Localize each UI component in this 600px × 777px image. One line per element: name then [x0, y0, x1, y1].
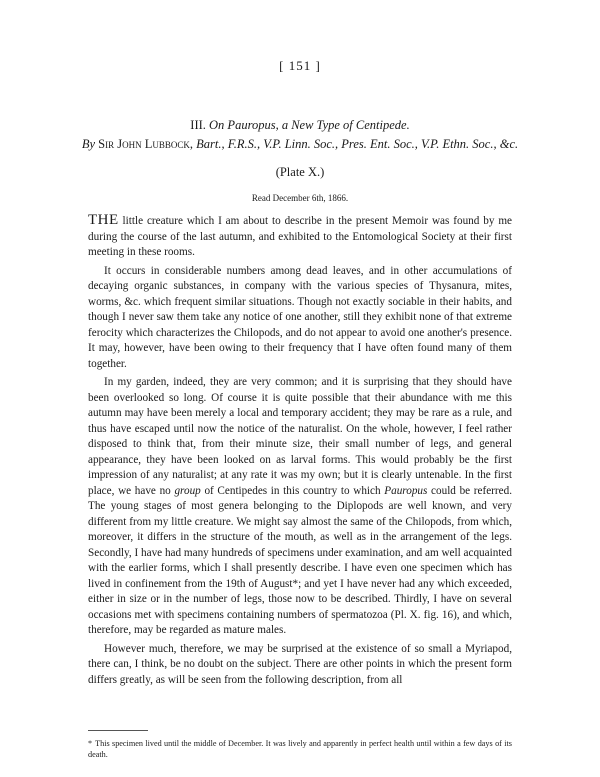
paragraph-3-text-a: In my garden, indeed, they are very common; and it is surprising that they should have been overlooked so long. Of course it is quite possible that their abundance with me this autumn may have been merely a local and temporary accident; they may be rare as a rule, and thus have escaped until now the notice of the naturalist. On the whole, however, I feel rather disposed to think that, from their minute size, their small number of legs, and general appearance, they have been looked on as larval forms. This would probably be the first impression of any naturalist; at any rate it was my own; but it is clearly untenable. In the first place, we have no	[88, 376, 512, 497]
byline-author: Sir John Lubbock,	[98, 137, 194, 151]
paragraph-3-italic-group: group	[174, 484, 201, 497]
paragraph-1	[88, 213, 512, 261]
page-number: [ 151 ]	[279, 58, 321, 73]
paragraph-3-text-b: of Centipedes in this country to which	[200, 484, 385, 497]
footnote	[88, 738, 512, 760]
byline	[60, 137, 540, 152]
paragraph-3-text-c: could be referred. The young stages of most genera belonging to the Diplopods are well known, and very different from my little creature. We might say almost the same of the Chilopods, from which, moreover, it differs in the structure of the mouth, as well as in the arrangement of the legs. Secondly, I have had many hundreds of specimens under examination, and am well acquainted with the earlier forms, which I shall presently describe. I have even one specimen which has lived in confinement from the 19th of August*; and yet I have never had any which exceeded, either in size or in the number of legs, those now to be described. Thirdly, I have on several occasions met with specimens containing numbers of spermatozoa (Pl. X. fig. 16), and which, therefore, may be regarded as mature males.	[88, 484, 512, 636]
footnote-mark: *	[88, 739, 93, 748]
footnote-text: This specimen lived until the middle of December. It was lively and apparently in perfect health until within a few days of its death.	[88, 739, 512, 759]
paragraph-4: However much, therefore, we may be surprised at the existence of so small a Myriapod, there can, I think, be no doubt on the subject. There are other points in which the present form differs greatly, as will be seen from the following description, from all	[88, 642, 512, 686]
drop-cap: THE	[88, 212, 119, 228]
paragraph-3	[88, 375, 512, 639]
article-body	[88, 213, 512, 691]
paragraph-3-italic-pauropus: Pauropus	[384, 484, 428, 497]
plate-reference: (Plate X.)	[275, 165, 325, 179]
byline-prefix: By	[81, 137, 96, 151]
footnote-rule	[88, 730, 148, 731]
paragraph-1-text: little creature which I am about to describe in the present Memoir was found by me during the course of the last autumn, and exhibited to the Entomological Society at their first meeting in these rooms.	[88, 215, 512, 258]
article-title-text: On Pauropus, a New Type of Centipede.	[209, 118, 410, 132]
paragraph-2: It occurs in considerable numbers among dead leaves, and in other accumulations of decaying organic substances, in company with the various species of Thysanura, mites, worms, &c. which frequent similar situations. Though not exactly sociable in their habits, and though I never saw them take any notice of one another, still they exhibit none of that extreme ferocity which characterizes the Chilopods, and do not appear to avoid one another's presence. It may, however, have been owing to their frequency that I have often found many of them together.	[88, 264, 512, 370]
article-title	[60, 118, 540, 133]
article-numeral: III.	[190, 118, 206, 132]
byline-credentials: Bart., F.R.S., V.P. Linn. Soc., Pres. Ent. Soc., V.P. Ethn. Soc., &c.	[196, 137, 519, 151]
read-date: Read December 6th, 1866.	[251, 193, 349, 203]
